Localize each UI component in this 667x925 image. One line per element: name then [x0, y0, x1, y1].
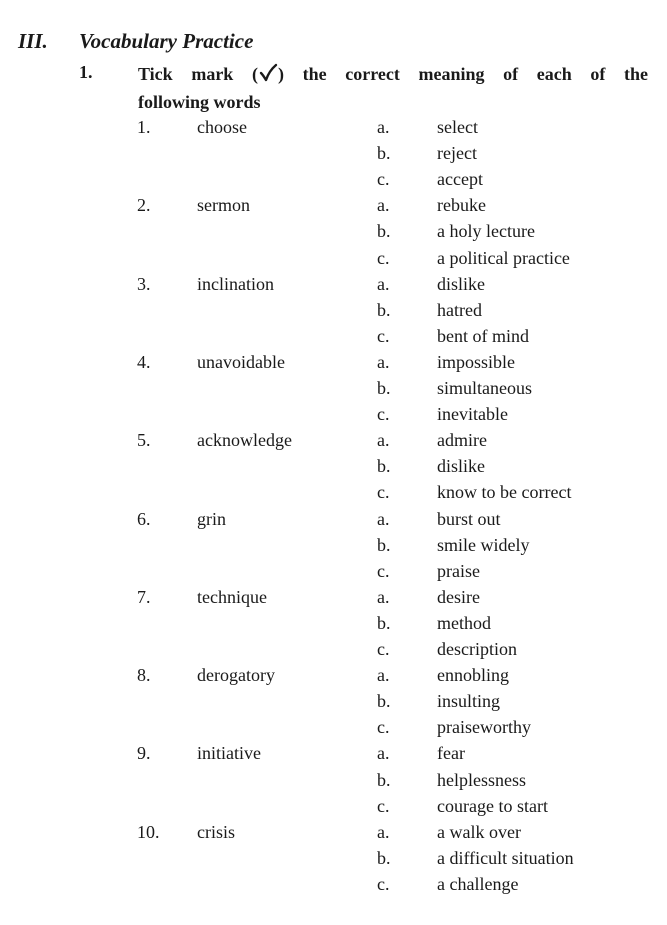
- vocab-word: grin: [197, 508, 226, 529]
- option-meaning[interactable]: select: [437, 117, 478, 137]
- option-letter: c.: [377, 560, 390, 581]
- vocab-option-row: [0, 297, 667, 323]
- option-meaning[interactable]: admire: [437, 430, 487, 451]
- option-meaning[interactable]: a holy lecture: [437, 221, 535, 242]
- vocab-word: sermon: [197, 195, 250, 216]
- option-letter: c.: [377, 639, 390, 659]
- option-letter: a.: [377, 195, 390, 216]
- vocab-option-row: [0, 636, 667, 662]
- vocab-option-row: [0, 558, 667, 584]
- option-letter: b.: [377, 534, 391, 555]
- option-meaning[interactable]: impossible: [437, 351, 516, 372]
- vocab-item-row: [0, 506, 667, 532]
- vocab-item-row: [0, 192, 667, 218]
- vocab-word: derogatory: [197, 665, 275, 686]
- vocab-item-row: [0, 114, 667, 140]
- option-letter: c.: [377, 717, 390, 738]
- vocab-option-row: [0, 218, 667, 244]
- option-meaning[interactable]: a walk over: [437, 821, 521, 842]
- option-letter: b.: [377, 221, 391, 242]
- option-letter: a.: [377, 743, 390, 764]
- option-meaning[interactable]: dislike: [437, 456, 485, 477]
- vocab-word: choose: [197, 117, 247, 137]
- item-number: 10.: [137, 821, 160, 842]
- vocab-item-row: [0, 427, 667, 453]
- question-instruction: [138, 62, 648, 115]
- vocab-word: technique: [197, 586, 267, 607]
- vocab-word: initiative: [197, 743, 261, 764]
- vocab-item-row: [0, 740, 667, 766]
- option-meaning[interactable]: accept: [437, 169, 483, 190]
- section-title: Vocabulary Practice: [79, 29, 254, 53]
- option-meaning[interactable]: a difficult situation: [437, 847, 574, 868]
- vocab-item-row: [0, 584, 667, 610]
- option-meaning[interactable]: rebuke: [437, 195, 486, 216]
- vocab-option-row: [0, 845, 667, 871]
- vocab-item-row: [0, 819, 667, 845]
- vocab-option-row: [0, 793, 667, 819]
- instruction-line-2: following words: [138, 92, 261, 112]
- option-meaning[interactable]: dislike: [437, 273, 485, 294]
- vocab-option-row: [0, 532, 667, 558]
- vocab-item-row: [0, 271, 667, 297]
- vocab-word: unavoidable: [197, 351, 285, 372]
- option-meaning[interactable]: inevitable: [437, 404, 508, 425]
- option-meaning[interactable]: method: [437, 612, 491, 633]
- option-letter: a.: [377, 117, 390, 137]
- option-meaning[interactable]: simultaneous: [437, 378, 532, 398]
- option-meaning[interactable]: fear: [437, 743, 465, 764]
- vocab-word: inclination: [197, 273, 274, 294]
- vocab-word: acknowledge: [197, 430, 292, 451]
- option-letter: b.: [377, 691, 391, 712]
- vocab-option-row: [0, 714, 667, 740]
- option-letter: c.: [377, 873, 390, 894]
- option-letter: a.: [377, 273, 390, 294]
- option-letter: a.: [377, 508, 390, 529]
- vocab-option-row: [0, 140, 667, 166]
- option-letter: b.: [377, 299, 391, 320]
- question-number: 1.: [79, 62, 93, 82]
- option-letter: a.: [377, 430, 390, 451]
- option-letter: a.: [377, 586, 390, 607]
- option-letter: c.: [377, 325, 390, 346]
- vocab-option-row: [0, 871, 667, 897]
- vocab-option-row: [0, 375, 667, 401]
- option-letter: a.: [377, 351, 390, 372]
- vocab-option-row: [0, 453, 667, 479]
- item-number: 6.: [137, 508, 151, 529]
- option-meaning[interactable]: insulting: [437, 691, 501, 712]
- vocab-option-row: [0, 166, 667, 192]
- instruction-line-1: [138, 62, 648, 90]
- option-meaning[interactable]: smile widely: [437, 534, 530, 555]
- option-letter: b.: [377, 456, 391, 477]
- section-number: III.: [18, 29, 48, 53]
- option-letter: c.: [377, 169, 390, 190]
- option-letter: b.: [377, 143, 391, 164]
- option-letter: c.: [377, 482, 390, 503]
- item-number: 3.: [137, 273, 151, 294]
- option-meaning[interactable]: courage to start: [437, 795, 548, 816]
- item-number: 8.: [137, 665, 151, 686]
- option-letter: c.: [377, 404, 390, 425]
- vocab-item-row: [0, 662, 667, 688]
- option-meaning[interactable]: praiseworthy: [437, 717, 531, 738]
- option-meaning[interactable]: ennobling: [437, 665, 509, 686]
- option-letter: b.: [377, 847, 391, 868]
- vocab-option-row: [0, 401, 667, 427]
- instruction-after-tick: ) the correct meaning of each of the: [277, 64, 648, 84]
- option-letter: a.: [377, 821, 390, 842]
- option-meaning[interactable]: desire: [437, 586, 480, 607]
- vocab-option-row: [0, 767, 667, 793]
- option-meaning[interactable]: reject: [437, 143, 477, 164]
- item-number: 9.: [137, 743, 151, 764]
- option-letter: b.: [377, 769, 391, 790]
- option-meaning[interactable]: bent of mind: [437, 325, 529, 346]
- vocab-word: crisis: [197, 821, 235, 842]
- option-meaning[interactable]: a political practice: [437, 247, 570, 268]
- vocab-option-row: [0, 245, 667, 271]
- option-meaning[interactable]: helplessness: [437, 769, 526, 790]
- item-number: 4.: [137, 351, 151, 372]
- option-meaning[interactable]: burst out: [437, 508, 501, 529]
- vocab-item-row: [0, 349, 667, 375]
- item-number: 1.: [137, 117, 151, 137]
- option-meaning[interactable]: praise: [437, 560, 480, 581]
- item-number: 5.: [137, 430, 151, 451]
- option-letter: b.: [377, 378, 391, 398]
- option-letter: c.: [377, 795, 390, 816]
- instruction-before-tick: Tick mark (: [138, 64, 258, 84]
- option-meaning[interactable]: know to be correct: [437, 482, 572, 503]
- option-letter: c.: [377, 247, 390, 268]
- option-meaning[interactable]: a challenge: [437, 873, 519, 894]
- vocab-option-row: [0, 479, 667, 505]
- option-letter: a.: [377, 665, 390, 686]
- option-letter: b.: [377, 612, 391, 633]
- vocab-option-row: [0, 688, 667, 714]
- vocab-option-row: [0, 323, 667, 349]
- check-mark-icon: [258, 63, 278, 90]
- option-meaning[interactable]: hatred: [437, 299, 482, 320]
- item-number: 7.: [137, 586, 151, 607]
- item-number: 2.: [137, 195, 151, 216]
- vocab-option-row: [0, 610, 667, 636]
- option-meaning[interactable]: description: [437, 639, 517, 659]
